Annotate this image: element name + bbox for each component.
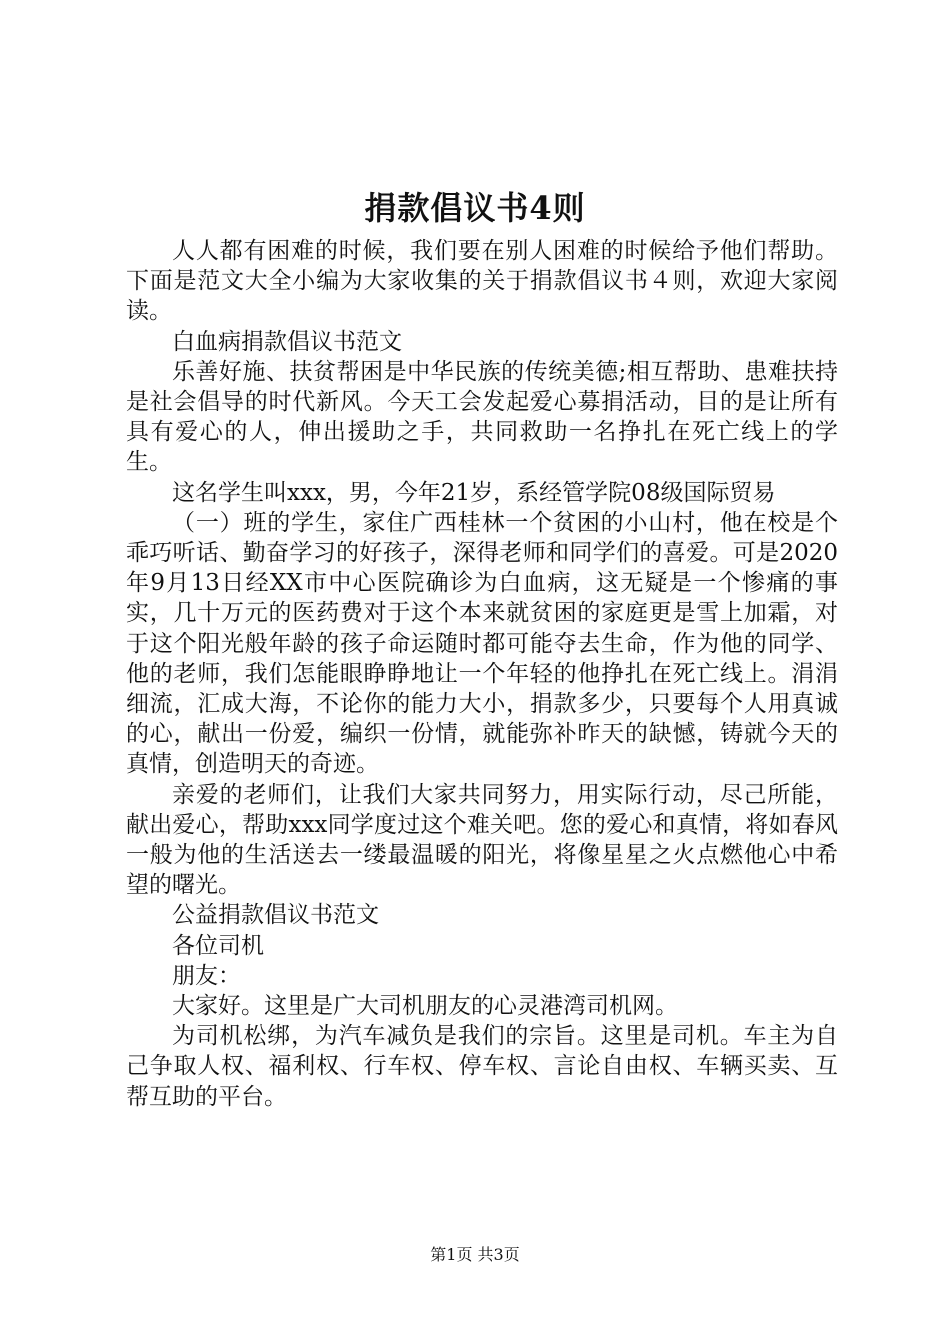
paragraph: （一）班的学生，家住广西桂林一个贫困的小山村，他在校是个乖巧听话、勤奋学习的好孩子，深得老师和同学们的喜爱。可是2020年9月13日经XX市中心医院确诊为白血病，这无疑是一个惨痛的事实，几十万元的医药费对于这个本来就贫困的家庭更是雪上加霜，对于这个阳光般年龄的孩子命运随时都可能夺去生命，作为他的同学、他的老师，我们怎能眼睁睁地让一个年轻的他挣扎在死亡线上。涓涓细流，汇成大海，不论你的能力大小，捐款多少，只要每个人用真诚的心，献出一份爱，编织一份情，就能弥补昨天的缺憾，铸就今天的真情，创造明天的奇迹。 (126, 509, 838, 778)
paragraph: 为司机松绑，为汽车减负是我们的宗旨。这里是司机。车主为自己争取人权、福利权、行车权、停车权、言论自由权、车辆买卖、互帮互助的平台。 (126, 1023, 838, 1110)
document-title: 捐款倡议书4则 (364, 189, 586, 227)
page-footer: 第1页 共3页 (430, 1245, 520, 1264)
paragraph-intro: 人人都有困难的时候，我们要在别人困难的时候给予他们帮助。下面是范文大全小编为大家收集的关于捐款倡议书４则，欢迎大家阅读。 (126, 238, 838, 325)
salutation: 朋友： (172, 962, 241, 989)
paragraph: 亲爱的老师们，让我们大家共同努力，用实际行动，尽己所能，献出爱心，帮助xxx同学度过这个难关吧。您的爱心和真情，将如春风一般为他的生活送去一缕最温暖的阳光，将像星星之火点燃他心中希望的曙光。 (126, 781, 838, 899)
salutation: 各位司机 (172, 932, 264, 959)
section-heading-leukemia: 白血病捐款倡议书范文 (172, 328, 402, 355)
paragraph: 大家好。这里是广大司机朋友的心灵港湾司机网。 (172, 993, 678, 1020)
paragraph: 乐善好施、扶贫帮困是中华民族的传统美德;相互帮助、患难扶持是社会倡导的时代新风。今天工会发起爱心募捐活动，目的是让所有具有爱心的人，伸出援助之手，共同救助一名挣扎在死亡线上的学生。 (126, 358, 838, 476)
document-body (126, 236, 838, 1112)
section-heading-charity: 公益捐款倡议书范文 (172, 902, 379, 929)
paragraph: 这名学生叫xxx，男，今年21岁，系经管学院08级国际贸易 (172, 479, 776, 506)
